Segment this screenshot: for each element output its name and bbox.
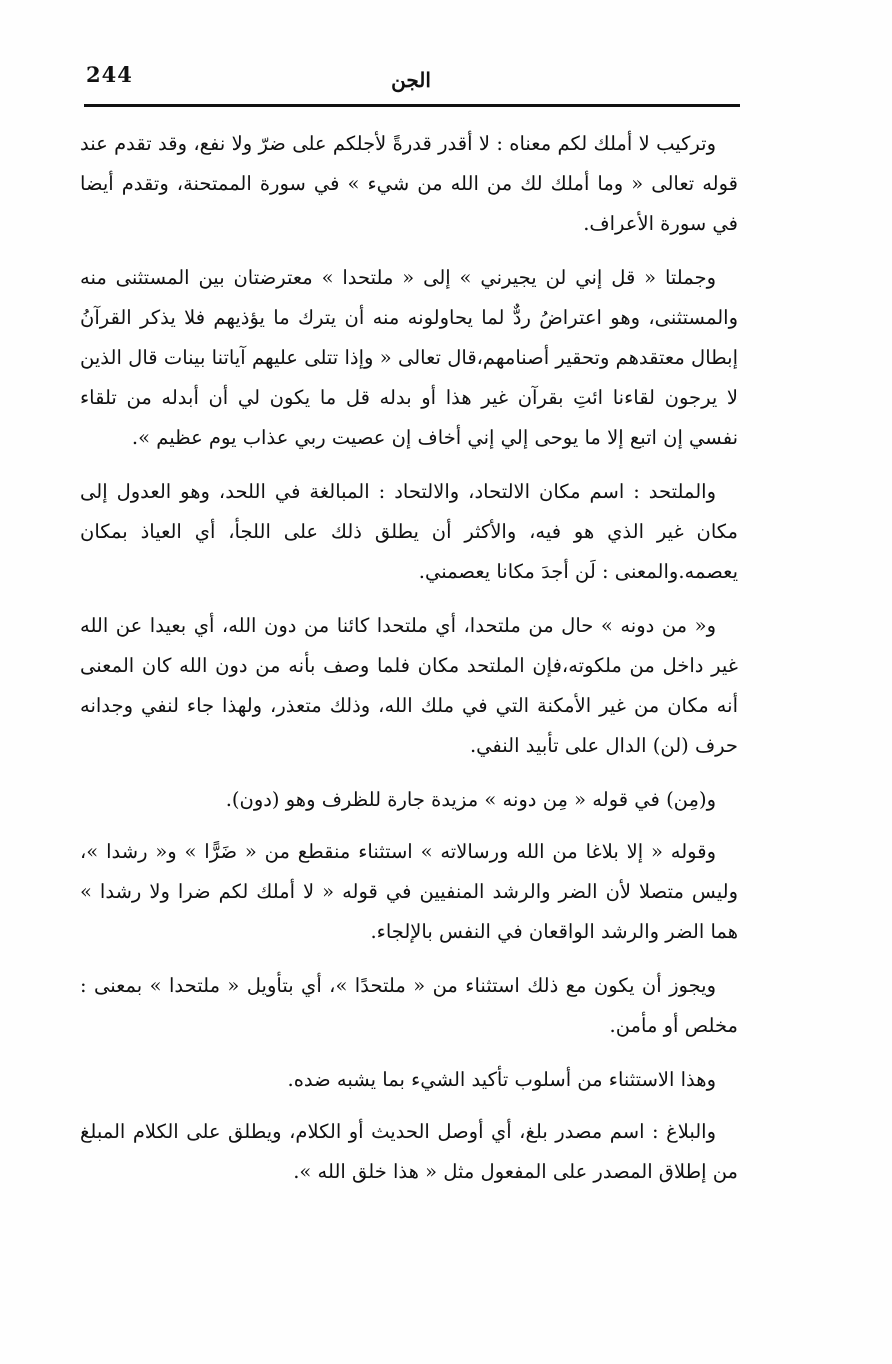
paragraph: وهذا الاستثناء من أسلوب تأكيد الشيء بما يشبه ضده.: [287, 1068, 716, 1091]
paragraph: والملتحد : اسم مكان الالتحاد، والالتحاد : المبالغة في اللحد، وهو العدول إلى مكان غير الذي هو فيه، والأكثر أن يطلق ذلك على اللجأ، أي العياذ بمكان يعصمه.والمعنى : لَن أجدَ مكانا يعصمني.: [80, 480, 738, 583]
header-divider: [84, 104, 740, 107]
paragraph: و« من دونه » حال من ملتحدا، أي ملتحدا كائنا من دون الله، أي بعيدا عن الله غير داخل من ملكوته،فإن الملتحد مكان فلما وصف بأنه من دون الله كان المعنى أنه مكان من غير الأمكنة التي في ملك الله، وذلك متعذر، ولهذا جاء لنفي وجدانه حرف (لن) الدال على تأبيد النفي.: [80, 614, 738, 757]
page-header: [84, 60, 738, 104]
paragraph: ويجوز أن يكون مع ذلك استثناء من « ملتحدًا »، أي بتأويل « ملتحدا » بمعنى : مخلص أو مأمن.: [80, 974, 738, 1037]
paragraph: و(مِن) في قوله « مِن دونه » مزيدة جارة للظرف وهو (دون).: [225, 788, 716, 811]
page-body: [80, 124, 738, 1206]
paragraph: وجملتا « قل إني لن يجيرني » إلى « ملتحدا » معترضتان بين المستثنى منه والمستثنى، وهو اعتراضُ ردٌّ لما يحاولونه منه أن يترك ما يؤذيهم فلا يذكر القرآنُ إبطال معتقدهم وتحقير أصنامهم،قال تعالى « وإذا تتلى عليهم آياتنا بينات قال الذين لا يرجون لقاءنا ائتِ بقرآن غير هذا أو بدله قل ما يكون لي أن أبدله من تلقاء نفسي إن اتبع إلا ما يوحى إلي إني أخاف إن عصيت ربي عذاب يوم عظيم ».: [80, 266, 738, 449]
paragraph: والبلاغ : اسم مصدر بلغ، أي أوصل الحديث أو الكلام، ويطلق على الكلام المبلغ من إطلاق المصدر على المفعول مثل « هذا خلق الله ».: [80, 1120, 738, 1183]
paragraph: وقوله « إلا بلاغا من الله ورسالاته » استثناء منقطع من « ضَرًّا » و« رشدا »، وليس متصلا لأن الضر والرشد المنفيين في قوله « لا أملك لكم ضرا ولا رشدا » هما الضر والرشد الواقعان في النفس بالإلجاء.: [80, 840, 738, 943]
running-title: الجن: [391, 68, 431, 92]
page-number: 244: [86, 62, 133, 87]
paragraph: وتركيب لا أملك لكم معناه : لا أقدر قدرةً لأجلكم على ضرّ ولا نفع، وقد تقدم عند قوله تعالى « وما أملك لك من الله من شيء » في سورة الممتحنة، وتقدم أيضا في سورة الأعراف.: [80, 132, 738, 235]
